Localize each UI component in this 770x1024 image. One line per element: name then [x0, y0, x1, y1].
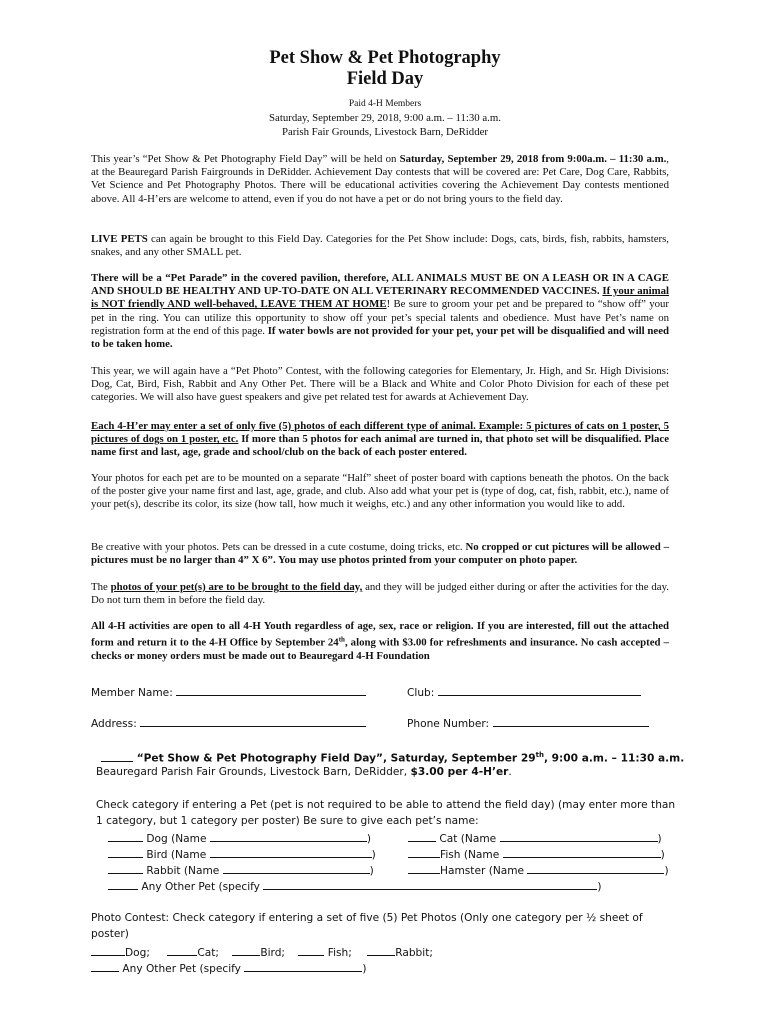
eligibility-sup: th	[338, 635, 345, 644]
photo-size-rule: No cropped or cut pictures will be allowed – pictures must be no larger than 4” X 6”. You may use photos printed from your computer on photo paper.	[91, 541, 669, 567]
photo-categories-row	[91, 945, 433, 960]
other-pet-field[interactable]	[263, 879, 597, 890]
form-location-period: .	[508, 766, 512, 778]
bird-checkbox[interactable]	[108, 847, 143, 858]
eligibility-text: All 4-H activities are open to all 4-H Youth regardless of age, sex, race or religion. If you are interested, fill out the attached form and return it to the 4-H Office by September 24	[91, 620, 669, 649]
other-pet-row	[108, 879, 601, 894]
photo-cat-label: Cat;	[197, 947, 219, 959]
pet-parade-rules: There will be a “Pet Parade” in the covered pavilion, therefore, ALL ANIMALS MUST BE ON A LEASH OR IN A CAGE AND SHOULD BE HEALTHY AND UP-TO-DATE ON ALL VETERINARY RECOMMENDED VACCINES.	[91, 272, 669, 298]
event-location-line: Parish Fair Grounds, Livestock Barn, DeRidder	[281, 126, 488, 138]
bring-photos-text-2: and they will be judged either during or after the activities for the day. Do not turn them in before the field day.	[91, 581, 669, 607]
phone-field[interactable]	[493, 716, 649, 727]
photo-limit-rule: Each 4-H’er may enter a set of only five (5) photos of each different type of animal. Example: 5 pictures of cats on 1 poster, 5 pictures of dogs on 1 poster, etc.	[91, 420, 669, 446]
club-row	[407, 685, 641, 700]
photo-other-field[interactable]	[244, 961, 362, 972]
eligibility-paragraph	[91, 620, 669, 663]
creative-text: Be creative with your photos. Pets can be dressed in a cute costume, doing tricks, etc.	[91, 541, 466, 553]
pet-parade-paragraph	[91, 272, 669, 351]
title-line-2: Field Day	[346, 69, 424, 89]
cat-name-field[interactable]	[500, 831, 658, 842]
live-pets-text: can again be brought to this Field Day. Categories for the Pet Show include: Dogs, cats, birds, fish, rabbits, hamsters, snakes, and any other SMALL pet.	[91, 233, 669, 259]
paren: )	[664, 865, 669, 877]
cat-label: Cat (Name	[439, 833, 497, 845]
photo-dog-checkbox[interactable]	[91, 945, 125, 956]
address-row	[91, 716, 366, 731]
member-name-row	[91, 685, 366, 700]
photo-other-checkbox[interactable]	[91, 961, 119, 972]
photo-limit-paragraph	[91, 420, 669, 460]
hamster-row	[408, 863, 669, 878]
photo-contest-line-1: Photo Contest: Check category if entering a set of five (5) Pet Photos (Only one category per ½ sheet of	[91, 912, 643, 924]
photo-fish-checkbox[interactable]	[298, 945, 324, 956]
paren: )	[657, 833, 662, 845]
mounting-paragraph	[91, 472, 669, 512]
paren: )	[660, 849, 665, 861]
rabbit-label: Rabbit (Name	[146, 865, 220, 877]
member-name-field[interactable]	[176, 685, 366, 696]
photo-dog-label: Dog;	[125, 947, 150, 959]
form-location-text: Beauregard Parish Fair Grounds, Livestock Barn, DeRidder,	[96, 766, 411, 778]
fish-checkbox[interactable]	[408, 847, 440, 858]
title-line-1: Pet Show & Pet Photography	[269, 48, 501, 68]
phone-row	[407, 716, 649, 731]
photo-rabbit-checkbox[interactable]	[367, 945, 395, 956]
event-registration-row	[101, 749, 684, 766]
dog-label: Dog (Name	[146, 833, 207, 845]
address-label: Address:	[91, 718, 137, 730]
paren: )	[366, 833, 372, 845]
event-registration-text: “Pet Show & Pet Photography Field Day”, Saturday, September 29	[136, 752, 536, 765]
friendly-warning: If your animal is NOT friendly AND well-behaved, LEAVE THEM AT HOME	[91, 285, 669, 311]
photo-bird-checkbox[interactable]	[232, 945, 260, 956]
bring-photos-text: The	[91, 581, 111, 593]
intro-text-2: , at the Beauregard Parish Fairgrounds in DeRidder. Achievement Day contests that will be covered are: Pet Care, Dog Care, Rabbits, Vet Science and Pet Photography Photos. There will be educational activities covering the Achievement Day contests mentioned above. All 4-H’ers are welcome to attend, even if you do not have a pet or do not bring yours to the field day.	[91, 153, 669, 205]
photo-limit-disqualify: If more than 5 photos for each animal are turned in, that photo set will be disqualified. Place name first and last, age, grade and school/club on the back of each poster entered.	[91, 433, 669, 459]
pet-parade-text: ! Be sure to groom your pet and be prepared to “show off” your pet in the ring. You can utilize this opportunity to show off your pet’s special talents and obedience. Must have Pet’s name on registration form at the end of this page.	[91, 298, 669, 337]
paren: )	[369, 865, 374, 877]
cat-checkbox[interactable]	[408, 831, 436, 842]
creative-paragraph	[91, 541, 669, 567]
bird-row	[108, 847, 376, 862]
pet-photo-paragraph	[91, 365, 669, 405]
event-date-line: Saturday, September 29, 2018, 9:00 a.m. – 11:30 a.m.	[269, 112, 501, 124]
hamster-checkbox[interactable]	[408, 863, 440, 874]
paren: )	[371, 849, 376, 861]
bring-photos-rule: photos of your pet(s) are to be brought to the field day,	[110, 581, 363, 593]
hamster-label: Hamster (Name	[440, 865, 525, 877]
address-field[interactable]	[140, 716, 366, 727]
photo-cat-checkbox[interactable]	[167, 945, 197, 956]
fish-row	[408, 847, 665, 862]
photo-other-row	[91, 961, 366, 976]
intro-text: This year’s “Pet Show & Pet Photography Field Day” will be held on	[91, 153, 400, 165]
hamster-name-field[interactable]	[527, 863, 664, 874]
other-pet-checkbox[interactable]	[108, 879, 138, 890]
check-instructions-line-1: Check category if entering a Pet (pet is not required to be able to attend the field day) (may enter more than	[96, 799, 676, 811]
pet-photo-text: This year, we will again have a “Pet Photo” Contest, with the following categories for Elementary, Jr. High, and Sr. High Divisions: Dog, Cat, Bird, Fish, Rabbit and Any Other Pet. There will be a Black and White and Color Photo Division for each of these pet categories. We will also have guest speakers and give pet related test for awards at Achievement Day.	[91, 365, 669, 404]
paren: )	[597, 881, 602, 893]
eligibility-text-2: , along with $3.00 for refreshments and insurance. No cash accepted – checks or money orders must be made out to Beauregard 4-H Foundation	[91, 636, 669, 662]
fish-name-field[interactable]	[503, 847, 661, 858]
phone-label: Phone Number:	[407, 718, 490, 730]
rabbit-checkbox[interactable]	[108, 863, 143, 874]
photo-fish-label: Fish;	[327, 947, 352, 959]
subtitle: Paid 4-H Members	[348, 99, 422, 109]
intro-date: Saturday, September 29, 2018 from 9:00a.m. – 11:30 a.m.	[399, 153, 667, 165]
other-pet-label: Any Other Pet (specify	[141, 881, 260, 893]
dog-checkbox[interactable]	[108, 831, 143, 842]
event-registration-time: , 9:00 a.m. – 11:30 a.m.	[543, 752, 685, 765]
water-bowl-warning: If water bowls are not provided for your pet, your pet will be disqualified and will need to be taken home.	[91, 324, 670, 351]
rabbit-name-field[interactable]	[223, 863, 370, 874]
event-location-row	[96, 766, 512, 779]
check-instructions-line-2: 1 category, but 1 category per poster) Be sure to give each pet’s name:	[96, 815, 479, 827]
event-registration-sup: th	[535, 751, 544, 759]
photo-other-label: Any Other Pet (specify	[122, 963, 241, 975]
club-field[interactable]	[438, 685, 641, 696]
intro-paragraph	[91, 153, 669, 206]
club-label: Club:	[407, 687, 435, 699]
bird-label: Bird (Name	[146, 849, 207, 861]
rabbit-row	[108, 863, 374, 878]
photo-contest-line-2: poster)	[91, 928, 129, 940]
photo-rabbit-label: Rabbit;	[395, 947, 433, 959]
event-checkbox-blank[interactable]	[101, 751, 133, 762]
bird-name-field[interactable]	[210, 847, 372, 858]
dog-row	[108, 831, 371, 846]
bring-photos-paragraph	[91, 581, 669, 607]
live-pets-paragraph	[91, 233, 669, 259]
photo-bird-label: Bird;	[260, 947, 285, 959]
member-name-label: Member Name:	[91, 687, 173, 699]
dog-name-field[interactable]	[210, 831, 367, 842]
mounting-text: Your photos for each pet are to be mounted on a separate “Half” sheet of poster board with captions beneath the photos. On the back of the poster give your name first and last, age, grade, and club. Also add what your pet is (type of dog, cat, fish, rabbit, etc.), name of your pet(s), describe its color, its size (how tall, how much it weighs, etc.) and any other information you would like to add.	[91, 472, 669, 511]
live-pets-heading: LIVE PETS	[91, 233, 148, 245]
form-fee: $3.00 per 4-H’er	[410, 766, 509, 778]
cat-row	[408, 831, 662, 846]
fish-label: Fish (Name	[440, 849, 500, 861]
paren: )	[362, 963, 367, 975]
